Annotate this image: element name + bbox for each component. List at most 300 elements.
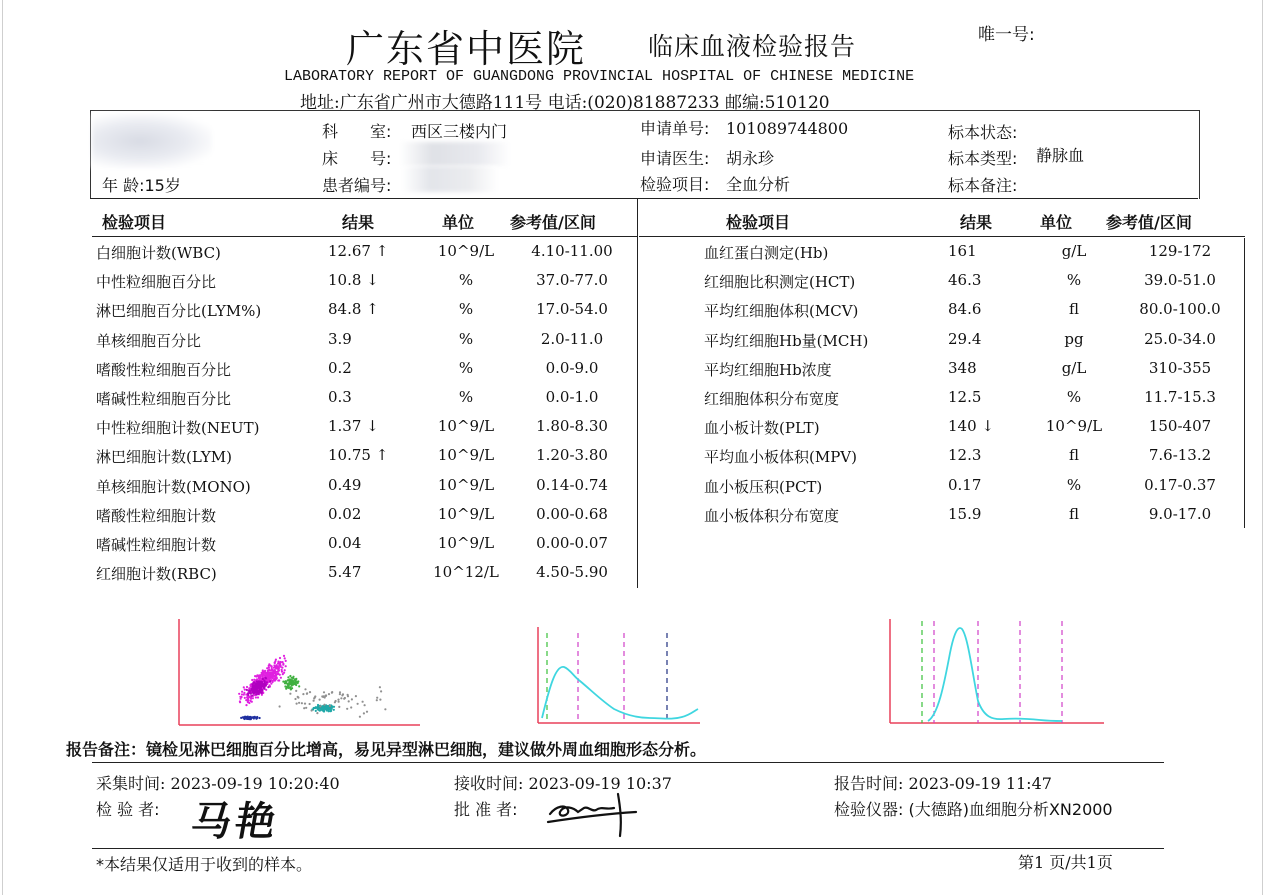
- left-row-result: 84.8 ↑: [328, 300, 379, 319]
- scatter-dot: [269, 677, 271, 679]
- scatter-dot: [285, 681, 287, 683]
- scatter-dot: [296, 682, 298, 684]
- scatter-dot: [253, 716, 255, 718]
- scatter-dot: [266, 681, 268, 683]
- scatter-dot: [258, 680, 260, 682]
- scatter-dot: [280, 677, 282, 679]
- scatter-dot: [238, 693, 240, 695]
- scatter-dot: [243, 686, 245, 688]
- left-row-item: 中性粒细胞百分比: [96, 273, 217, 292]
- scatter-dot: [359, 716, 361, 718]
- collect-time: 采集时间: 2023-09-19 10:20:40: [96, 774, 340, 793]
- scatter-dot: [282, 664, 284, 666]
- left-row-item: 单核细胞百分比: [96, 331, 202, 350]
- scatter-dot: [298, 702, 300, 704]
- scatter-dot: [292, 680, 294, 682]
- scatter-dot: [319, 710, 321, 712]
- redacted-patient-no: [402, 166, 498, 192]
- left-row-item: 嗜酸性粒细胞百分比: [96, 360, 232, 379]
- left-row-result: 10.8 ↓: [328, 271, 379, 290]
- scatter-dot: [258, 690, 260, 692]
- right-row-ref: 129-172: [1148, 242, 1212, 260]
- right-row-result: 15.9: [948, 504, 982, 523]
- table-right-border: [1244, 238, 1245, 528]
- left-row-result: 5.47: [328, 563, 362, 582]
- scatter-dot: [279, 657, 281, 659]
- plt-histogram: [884, 615, 1109, 730]
- instrument: 检验仪器: (大德路)血细胞分析XN2000: [834, 800, 1113, 819]
- scatter-dot: [270, 683, 272, 685]
- right-row-unit: %: [1066, 475, 1082, 494]
- right-row-unit: 10^9/L: [1045, 417, 1103, 436]
- scatter-dot: [363, 712, 365, 714]
- left-row-ref: 4.50-5.90: [536, 563, 608, 582]
- scatter-dot: [379, 699, 381, 701]
- english-title: LABORATORY REPORT OF GUANGDONG PROVINCIAL HOSPITAL OF CHINESE MEDICINE: [284, 68, 915, 85]
- hospital-name: 广东省中医院: [346, 27, 587, 71]
- scatter-dot: [246, 686, 248, 688]
- approver-label: 批 准 者:: [454, 800, 518, 819]
- scatter-dot: [256, 716, 258, 718]
- specimen-remark-label: 标本备注:: [948, 176, 1018, 195]
- right-row-unit: fl: [1068, 300, 1080, 319]
- scatter-dot: [362, 701, 364, 703]
- left-header-ref: 参考值/区间: [510, 213, 596, 232]
- right-row-item: 血小板体积分布宽度: [704, 506, 840, 525]
- scatter-dot: [292, 676, 294, 678]
- right-row-item: 血小板计数(PLT): [704, 419, 820, 438]
- right-row-ref: 7.6-13.2: [1148, 446, 1212, 465]
- left-row-ref: 0.0-9.0: [545, 358, 599, 377]
- scatter-dot: [249, 691, 251, 693]
- scatter-dot: [313, 700, 315, 702]
- scatter-dot: [303, 707, 305, 709]
- scatter-dot: [250, 693, 252, 695]
- scatter-dot: [260, 674, 262, 676]
- scatter-dot: [296, 703, 298, 705]
- report-time: 报告时间: 2023-09-19 11:47: [834, 774, 1052, 793]
- scatter-dot: [261, 672, 263, 674]
- left-row-unit: 10^9/L: [437, 242, 495, 260]
- scatter-dot: [276, 677, 278, 679]
- specimen-type-value: 静脉血: [1036, 146, 1085, 165]
- left-row-item: 淋巴细胞百分比(LYM%): [96, 302, 262, 321]
- scatter-dot: [268, 669, 270, 671]
- right-row-unit: %: [1066, 271, 1082, 290]
- right-row-ref: 11.7-15.3: [1144, 388, 1216, 406]
- left-row-result: 12.67 ↑: [328, 242, 389, 260]
- patient-age: 年 龄:15岁: [102, 176, 181, 195]
- page-number: 第1 页/共1页: [1018, 853, 1113, 872]
- rbc-curve: [542, 667, 698, 719]
- scatter-dot: [355, 695, 357, 697]
- scatter-dot: [309, 691, 311, 693]
- scatter-dot: [267, 686, 269, 688]
- scatter-dot: [331, 692, 333, 694]
- scatter-dot: [284, 669, 286, 671]
- scatter-dot: [329, 705, 331, 707]
- right-row-unit: fl: [1068, 446, 1080, 465]
- scatter-dot: [266, 667, 268, 669]
- scatter-dot: [266, 672, 268, 674]
- left-row-result: 0.02: [328, 504, 362, 523]
- scatter-dot: [259, 717, 261, 719]
- left-header-unit: 单位: [442, 213, 475, 232]
- scatter-dot: [346, 708, 348, 710]
- right-row-unit: pg: [1064, 329, 1084, 348]
- scatter-dot: [257, 696, 259, 698]
- left-row-unit: 10^12/L: [433, 563, 499, 582]
- scatter-dot: [257, 683, 259, 685]
- scatter-dot: [268, 673, 270, 675]
- scatter-dot: [241, 691, 243, 693]
- scatter-dot: [266, 679, 268, 681]
- scatter-dot: [285, 660, 287, 662]
- scatter-dot: [315, 710, 317, 712]
- scatter-dot: [239, 701, 241, 703]
- scatter-dot: [347, 694, 349, 696]
- scatter-dot: [253, 691, 255, 693]
- right-row-ref: 0.17-0.37: [1144, 475, 1216, 494]
- tester-label: 检 验 者:: [96, 800, 160, 819]
- left-row-unit: %: [458, 388, 474, 406]
- scatter-dot: [357, 703, 359, 705]
- scatter-dot: [364, 704, 366, 706]
- scatter-dot: [289, 675, 291, 677]
- right-header-ref: 参考值/区间: [1106, 213, 1192, 232]
- scatter-dot: [250, 698, 252, 700]
- tester-signature: 马艳: [187, 798, 284, 845]
- right-row-result: 12.3: [948, 446, 982, 465]
- redacted-bed: [400, 142, 510, 166]
- scatter-dot: [338, 706, 340, 708]
- right-row-item: 红细胞体积分布宽度: [704, 390, 840, 408]
- scatter-dot: [264, 670, 266, 672]
- scatter-dot: [251, 679, 253, 681]
- scatter-dot: [341, 694, 343, 696]
- scatter-dot: [319, 705, 321, 707]
- scatter-dot: [287, 687, 289, 689]
- scatter-dot: [280, 661, 282, 663]
- scatter-dot: [294, 698, 296, 700]
- scatter-dot: [323, 691, 325, 693]
- scatter-dot: [283, 655, 285, 657]
- left-row-result: 10.75 ↑: [328, 446, 389, 465]
- scatter-dot: [271, 667, 273, 669]
- left-header-result: 结果: [342, 213, 375, 232]
- left-row-ref: 4.10-11.00: [531, 242, 613, 260]
- scatter-dot: [288, 683, 290, 685]
- scatter-dot: [287, 676, 289, 678]
- scatter-dot: [245, 704, 247, 706]
- scatter-dot: [248, 717, 250, 719]
- left-row-unit: 10^9/L: [437, 446, 495, 465]
- left-row-result: 1.37 ↓: [328, 417, 379, 436]
- scatter-dot: [302, 693, 304, 695]
- scatter-dot: [262, 675, 264, 677]
- left-row-item: 白细胞计数(WBC): [96, 244, 221, 262]
- left-row-unit: %: [458, 358, 474, 377]
- scatter-dot: [243, 718, 245, 720]
- scatter-dot: [259, 687, 261, 689]
- left-row-result: 0.49: [328, 475, 362, 494]
- scatter-dot: [253, 686, 255, 688]
- receive-time: 接收时间: 2023-09-19 10:37: [454, 774, 672, 793]
- scatter-dot: [321, 695, 323, 697]
- left-row-ref: 1.20-3.80: [536, 446, 608, 465]
- scatter-dot: [281, 667, 283, 669]
- right-row-result: 161: [948, 242, 977, 260]
- right-row-unit: g/L: [1061, 242, 1087, 260]
- scatter-dot: [272, 669, 274, 671]
- scatter-dot: [260, 689, 262, 691]
- scatter-dot: [273, 664, 275, 666]
- left-row-result: 3.9: [328, 329, 352, 348]
- rbc-histogram: [530, 625, 705, 730]
- right-row-ref: 39.0-51.0: [1144, 271, 1216, 290]
- scatter-dot: [376, 697, 378, 699]
- approver-signature: [544, 792, 639, 838]
- scatter-dot: [328, 693, 330, 695]
- plt-curve: [928, 628, 1062, 721]
- left-row-unit: %: [458, 271, 474, 290]
- scatter-dot: [264, 684, 266, 686]
- scatter-dot: [324, 696, 326, 698]
- scatter-dot: [241, 693, 243, 695]
- scatter-dot: [246, 689, 248, 691]
- left-row-ref: 2.0-11.0: [540, 329, 604, 348]
- right-row-item: 平均血小板体积(MPV): [704, 448, 857, 467]
- scatter-dot: [351, 698, 353, 700]
- specimen-status-label: 标本状态:: [948, 123, 1018, 142]
- right-row-item: 血小板压积(PCT): [704, 477, 823, 496]
- scatter-dot: [348, 700, 350, 702]
- left-header-rule: [92, 236, 637, 237]
- scatter-dot: [339, 691, 341, 693]
- scatter-dot: [291, 677, 293, 679]
- scatter-dot: [305, 707, 307, 709]
- scatter-dot: [319, 699, 321, 701]
- right-row-item: 红细胞比积测定(HCT): [704, 273, 856, 292]
- right-row-item: 平均红细胞Hb浓度: [704, 360, 832, 379]
- scatter-dot: [340, 697, 342, 699]
- scatter-dot: [316, 712, 318, 714]
- scatter-dot: [282, 673, 284, 675]
- disclaimer: *本结果仅适用于收到的样本。: [96, 855, 313, 874]
- dept-label: 科 室:: [322, 122, 392, 141]
- right-header-unit: 单位: [1040, 213, 1073, 232]
- doctor-value: 胡永珍: [726, 149, 775, 168]
- scatter-dot: [256, 684, 258, 686]
- footer-bottom-rule: [92, 848, 1164, 849]
- scatter-dot: [317, 708, 319, 710]
- scatter-dot: [271, 672, 273, 674]
- request-no-value: 101089744800: [726, 119, 849, 138]
- right-row-result: 29.4: [948, 329, 982, 348]
- scatter-dot: [330, 708, 332, 710]
- left-row-item: 嗜碱性粒细胞百分比: [96, 390, 232, 408]
- left-row-item: 嗜酸性粒细胞计数: [96, 506, 217, 525]
- scatter-dot: [301, 702, 303, 704]
- left-row-ref: 0.0-1.0: [545, 388, 599, 406]
- scatter-dot: [350, 706, 352, 708]
- table-top-rule: [90, 198, 1198, 199]
- scatter-dot: [251, 683, 253, 685]
- scatter-dot: [263, 680, 265, 682]
- scatter-dot: [298, 685, 300, 687]
- scatter-dot: [275, 673, 277, 675]
- scatter-dot: [379, 686, 381, 688]
- scatter-points: [238, 655, 386, 720]
- scatter-dot: [251, 695, 253, 697]
- right-row-result: 348: [948, 358, 977, 377]
- scatter-dot: [245, 716, 247, 718]
- scatter-dot: [253, 689, 255, 691]
- right-header-rule: [639, 236, 1245, 237]
- scatter-dot: [273, 678, 275, 680]
- left-row-ref: 17.0-54.0: [536, 300, 608, 319]
- scatter-dot: [281, 671, 283, 673]
- left-row-unit: 10^9/L: [437, 417, 495, 436]
- scatter-dot: [277, 679, 279, 681]
- scatter-dot: [263, 687, 265, 689]
- scatter-dot: [323, 704, 325, 706]
- unique-number-label: 唯一号:: [978, 25, 1035, 45]
- scatter-dot: [243, 692, 245, 694]
- right-header-result: 结果: [960, 213, 993, 232]
- test-value: 全血分析: [726, 175, 791, 194]
- left-row-ref: 0.00-0.68: [536, 504, 608, 523]
- page-left-edge: [2, 0, 3, 895]
- scatter-dot: [251, 701, 253, 703]
- scatter-dot: [250, 716, 252, 718]
- left-row-result: 0.04: [328, 534, 362, 552]
- scatter-dot: [244, 697, 246, 699]
- left-row-ref: 37.0-77.0: [536, 271, 608, 290]
- scatter-dot: [282, 661, 284, 663]
- right-row-ref: 150-407: [1148, 417, 1212, 436]
- wbc-scattergram: [170, 615, 425, 730]
- scatter-dot: [255, 696, 257, 698]
- report-title: 临床血液检验报告: [648, 32, 857, 61]
- left-header-item: 检验项目: [102, 213, 167, 232]
- request-no-label: 申请单号:: [640, 119, 710, 138]
- scatter-dot: [240, 698, 242, 700]
- left-row-unit: 10^9/L: [437, 534, 495, 552]
- left-row-unit: %: [458, 329, 474, 348]
- scatter-dot: [278, 668, 280, 670]
- right-row-result: 12.5: [948, 388, 982, 406]
- scatter-dot: [247, 699, 249, 701]
- right-row-result: 46.3: [948, 271, 982, 290]
- scatter-dot: [297, 696, 299, 698]
- scatter-dot: [306, 693, 308, 695]
- scatter-dot: [334, 701, 336, 703]
- right-row-unit: fl: [1068, 504, 1080, 523]
- scatter-dot: [255, 675, 257, 677]
- right-row-ref: 80.0-100.0: [1139, 300, 1221, 319]
- table-center-divider: [637, 198, 638, 588]
- scatter-dot: [268, 665, 270, 667]
- scatter-dot: [294, 679, 296, 681]
- left-row-item: 中性粒细胞计数(NEUT): [96, 419, 260, 438]
- left-row-unit: %: [458, 300, 474, 319]
- right-row-result: 0.17: [948, 475, 982, 494]
- right-row-item: 血红蛋白测定(Hb): [704, 244, 829, 262]
- scatter-dot: [292, 683, 294, 685]
- scatter-dot: [255, 694, 257, 696]
- scatter-dot: [322, 707, 324, 709]
- left-row-item: 淋巴细胞计数(LYM): [96, 448, 232, 467]
- right-row-ref: 310-355: [1148, 358, 1212, 377]
- report-note: 报告备注：镜检见淋巴细胞百分比增高，易见异型淋巴细胞，建议做外周血细胞形态分析。: [66, 740, 707, 759]
- scatter-dot: [333, 709, 335, 711]
- test-label: 检验项目:: [640, 175, 710, 194]
- left-row-ref: 0.00-0.07: [536, 534, 608, 552]
- scatter-dot: [255, 688, 257, 690]
- right-row-ref: 9.0-17.0: [1148, 504, 1212, 523]
- scatter-dot: [289, 693, 291, 695]
- right-header-item: 检验项目: [726, 213, 791, 232]
- dept-value: 西区三楼内门: [411, 122, 508, 141]
- specimen-type-label: 标本类型:: [948, 149, 1018, 168]
- scatter-dot: [309, 703, 311, 705]
- scatter-dot: [265, 677, 267, 679]
- scatter-dot: [344, 697, 346, 699]
- right-row-item: 平均红细胞Hb量(MCH): [704, 331, 869, 350]
- scatter-dot: [295, 690, 297, 692]
- right-row-ref: 25.0-34.0: [1144, 329, 1216, 348]
- scatter-dot: [337, 699, 339, 701]
- bed-label: 床 号:: [322, 149, 392, 168]
- scatter-dot: [313, 697, 315, 699]
- right-row-unit: g/L: [1061, 358, 1087, 377]
- scatter-dot: [277, 661, 279, 663]
- footer-top-rule: [92, 762, 1164, 763]
- scatter-dot: [258, 677, 260, 679]
- scatter-dot: [262, 678, 264, 680]
- scatter-dot: [311, 709, 313, 711]
- redacted-name: [92, 114, 212, 168]
- right-row-unit: %: [1066, 388, 1082, 406]
- hospital-address: 地址:广东省广州市大德路111号 电话:(020)81887233 邮编:510120: [300, 93, 830, 113]
- scatter-dot: [280, 664, 282, 666]
- left-row-result: 0.2: [328, 358, 352, 377]
- scatter-dot: [275, 659, 277, 661]
- scatter-dot: [294, 682, 296, 684]
- page-right-edge: [1262, 0, 1263, 895]
- scatter-dot: [376, 699, 378, 701]
- left-row-result: 0.3: [328, 388, 352, 406]
- scatter-dot: [260, 681, 262, 683]
- doctor-label: 申请医生:: [640, 149, 710, 168]
- left-row-item: 单核细胞计数(MONO): [96, 477, 251, 496]
- right-row-item: 平均红细胞体积(MCV): [704, 302, 859, 321]
- scatter-dot: [284, 657, 286, 659]
- scatter-dot: [366, 711, 368, 713]
- scatter-dot: [380, 690, 382, 692]
- right-row-result: 140 ↓: [948, 417, 994, 436]
- left-row-unit: 10^9/L: [437, 475, 495, 494]
- scatter-dot: [270, 674, 272, 676]
- scatter-dot: [304, 688, 306, 690]
- scatter-dot: [269, 680, 271, 682]
- scatter-dot: [260, 683, 262, 685]
- left-row-item: 嗜碱性粒细胞计数: [96, 536, 217, 554]
- right-row-result: 84.6: [948, 300, 982, 319]
- scatter-dot: [285, 665, 287, 667]
- left-row-item: 红细胞计数(RBC): [96, 565, 217, 584]
